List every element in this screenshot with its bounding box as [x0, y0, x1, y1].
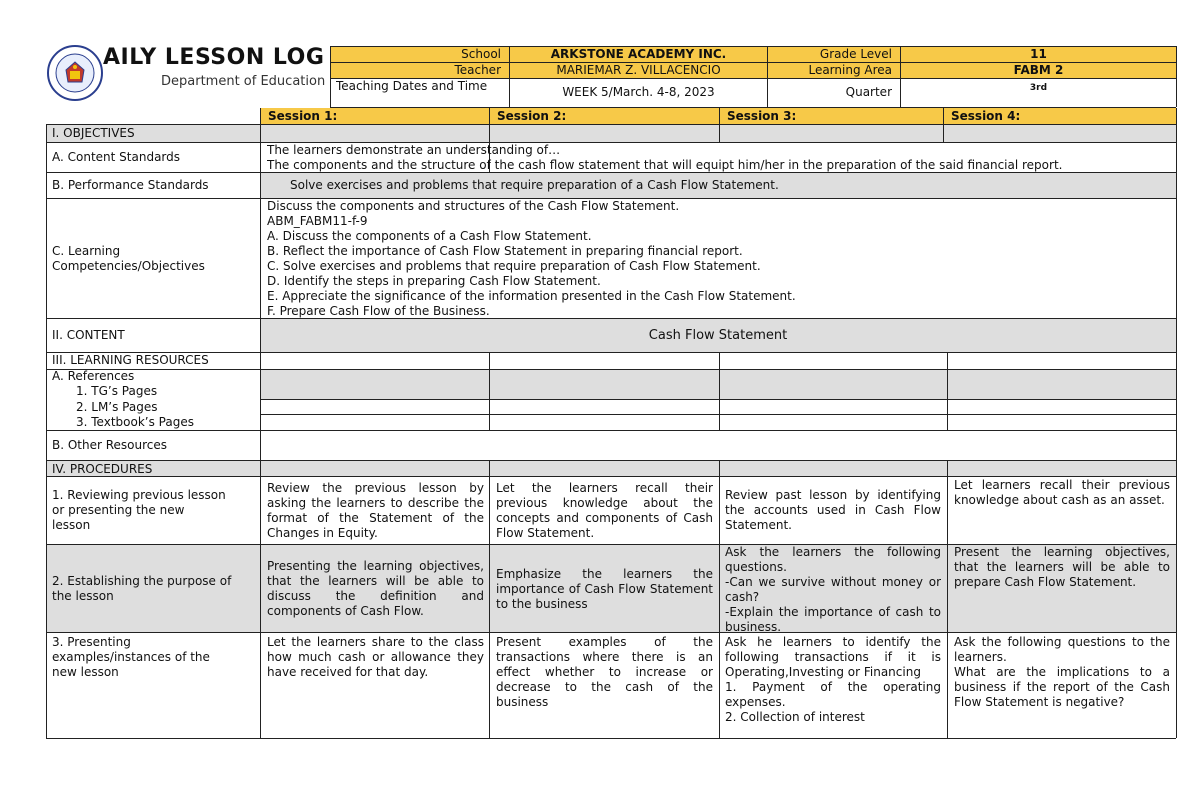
- procedure-2-session-2: Emphasize the learners the importance of Cash Flow Statement to the business: [496, 567, 713, 611]
- content-standards-label: A. Content Standards: [52, 150, 181, 164]
- session-2-header: Session 2:: [497, 109, 567, 123]
- tg-pages-label: 1. TG’s Pages: [76, 384, 158, 398]
- department-name: Department of Education: [161, 74, 326, 89]
- competencies-label: C. Learning Competencies/Objectives: [52, 244, 205, 273]
- deped-seal: [46, 44, 104, 102]
- procedure-label-3: 3. Presenting examples/instances of the new lesson: [52, 635, 210, 679]
- quarter-label: Quarter: [845, 85, 892, 99]
- performance-standards-label: B. Performance Standards: [52, 178, 209, 192]
- performance-standards-text: Solve exercises and problems that require preparation of a Cash Flow Statement.: [290, 178, 779, 192]
- procedure-2-session-3: Ask the learners the following questions. -Can we survive without money or cash? -Explain the importance of cash to business.: [725, 545, 941, 634]
- school-label: School: [461, 47, 501, 61]
- session-1-header: Session 1:: [268, 109, 338, 123]
- session-4-header: Session 4:: [951, 109, 1021, 123]
- procedures-heading: IV. PROCEDURES: [52, 462, 153, 476]
- page-title: AILY LESSON LOG: [103, 45, 325, 70]
- content-value: Cash Flow Statement: [648, 328, 788, 343]
- procedure-1-session-3: Review past lesson by identifying the accounts used in Cash Flow Statement.: [725, 488, 941, 532]
- resources-heading: III. LEARNING RESOURCES: [52, 353, 209, 367]
- procedure-3-session-4: Ask the following questions to the learners. What are the implications to a business if the report of the Cash Flow Statement is negative?: [954, 635, 1170, 709]
- procedure-3-session-1: Let the learners share to the class how much cash or allowance they have received for that day.: [267, 635, 484, 679]
- procedure-2-session-4: Present the learning objectives, that the learners will be able to prepare Cash Flow Statement.: [954, 545, 1170, 589]
- textbook-pages-label: 3. Textbook’s Pages: [76, 415, 194, 429]
- grade-value: 11: [1030, 47, 1047, 61]
- area-value: FABM 2: [1013, 63, 1064, 77]
- lm-pages-label: 2. LM’s Pages: [76, 400, 158, 414]
- procedure-1-session-1: Review the previous lesson by asking the learners to describe the format of the Statement of the Changes in Equity.: [267, 481, 484, 540]
- procedure-3-session-3: Ask he learners to identify the following transactions if it is Operating,Investing or Financing 1. Payment of the operating expenses. 2. Collection of interest: [725, 635, 941, 724]
- references-label: A. References: [52, 369, 135, 383]
- teacher-value: MARIEMAR Z. VILLACENCIO: [556, 63, 721, 77]
- content-standards-text: The learners demonstrate an understanding of… The components and the structure of the cash flow statement that will equipt him/her in the preparation of the said financial report.: [267, 143, 1063, 172]
- session-3-header: Session 3:: [727, 109, 797, 123]
- procedure-1-session-2: Let the learners recall their previous knowledge about the concepts and components of Cash Flow Statement.: [496, 481, 713, 540]
- procedure-2-session-1: Presenting the learning objectives, that the learners will be able to discuss the definition and components of Cash Flow.: [267, 559, 484, 618]
- school-value: ARKSTONE ACADEMY INC.: [550, 47, 727, 61]
- content-heading: II. CONTENT: [52, 328, 125, 342]
- quarter-value: 3rd: [1029, 83, 1048, 93]
- other-resources-label: B. Other Resources: [52, 438, 168, 452]
- procedure-label-2: 2. Establishing the purpose of the lesson: [52, 574, 232, 603]
- competencies-text: Discuss the components and structures of the Cash Flow Statement. ABM_FABM11-f-9 A. Discuss the components of a Cash Flow Statement. B. Reflect the importance of Cash Flow Statement in preparing financial report. C. Solve exercises and problems that require preparation of Cash Flow Statement. D. Identify the steps in preparing Cash Flow Statement. E. Appreciate the significance of the information presented in the Cash Flow Statement. F. Prepare Cash Flow of the Business.: [267, 199, 796, 318]
- procedure-1-session-4: Let learners recall their previous knowledge about cash as an asset.: [954, 478, 1170, 507]
- objectives-heading: I. OBJECTIVES: [52, 126, 135, 140]
- dates-value: WEEK 5/March. 4-8, 2023: [562, 85, 715, 99]
- teacher-label: Teacher: [454, 63, 501, 77]
- grade-label: Grade Level: [819, 47, 892, 61]
- dates-label: Teaching Dates and Time: [336, 79, 488, 93]
- procedure-label-1: 1. Reviewing previous lesson or presenting the new lesson: [52, 488, 226, 532]
- procedure-3-session-2: Present examples of the transactions where there is an effect whether to increase or decrease to the cash of the business: [496, 635, 713, 709]
- area-label: Learning Area: [808, 63, 892, 77]
